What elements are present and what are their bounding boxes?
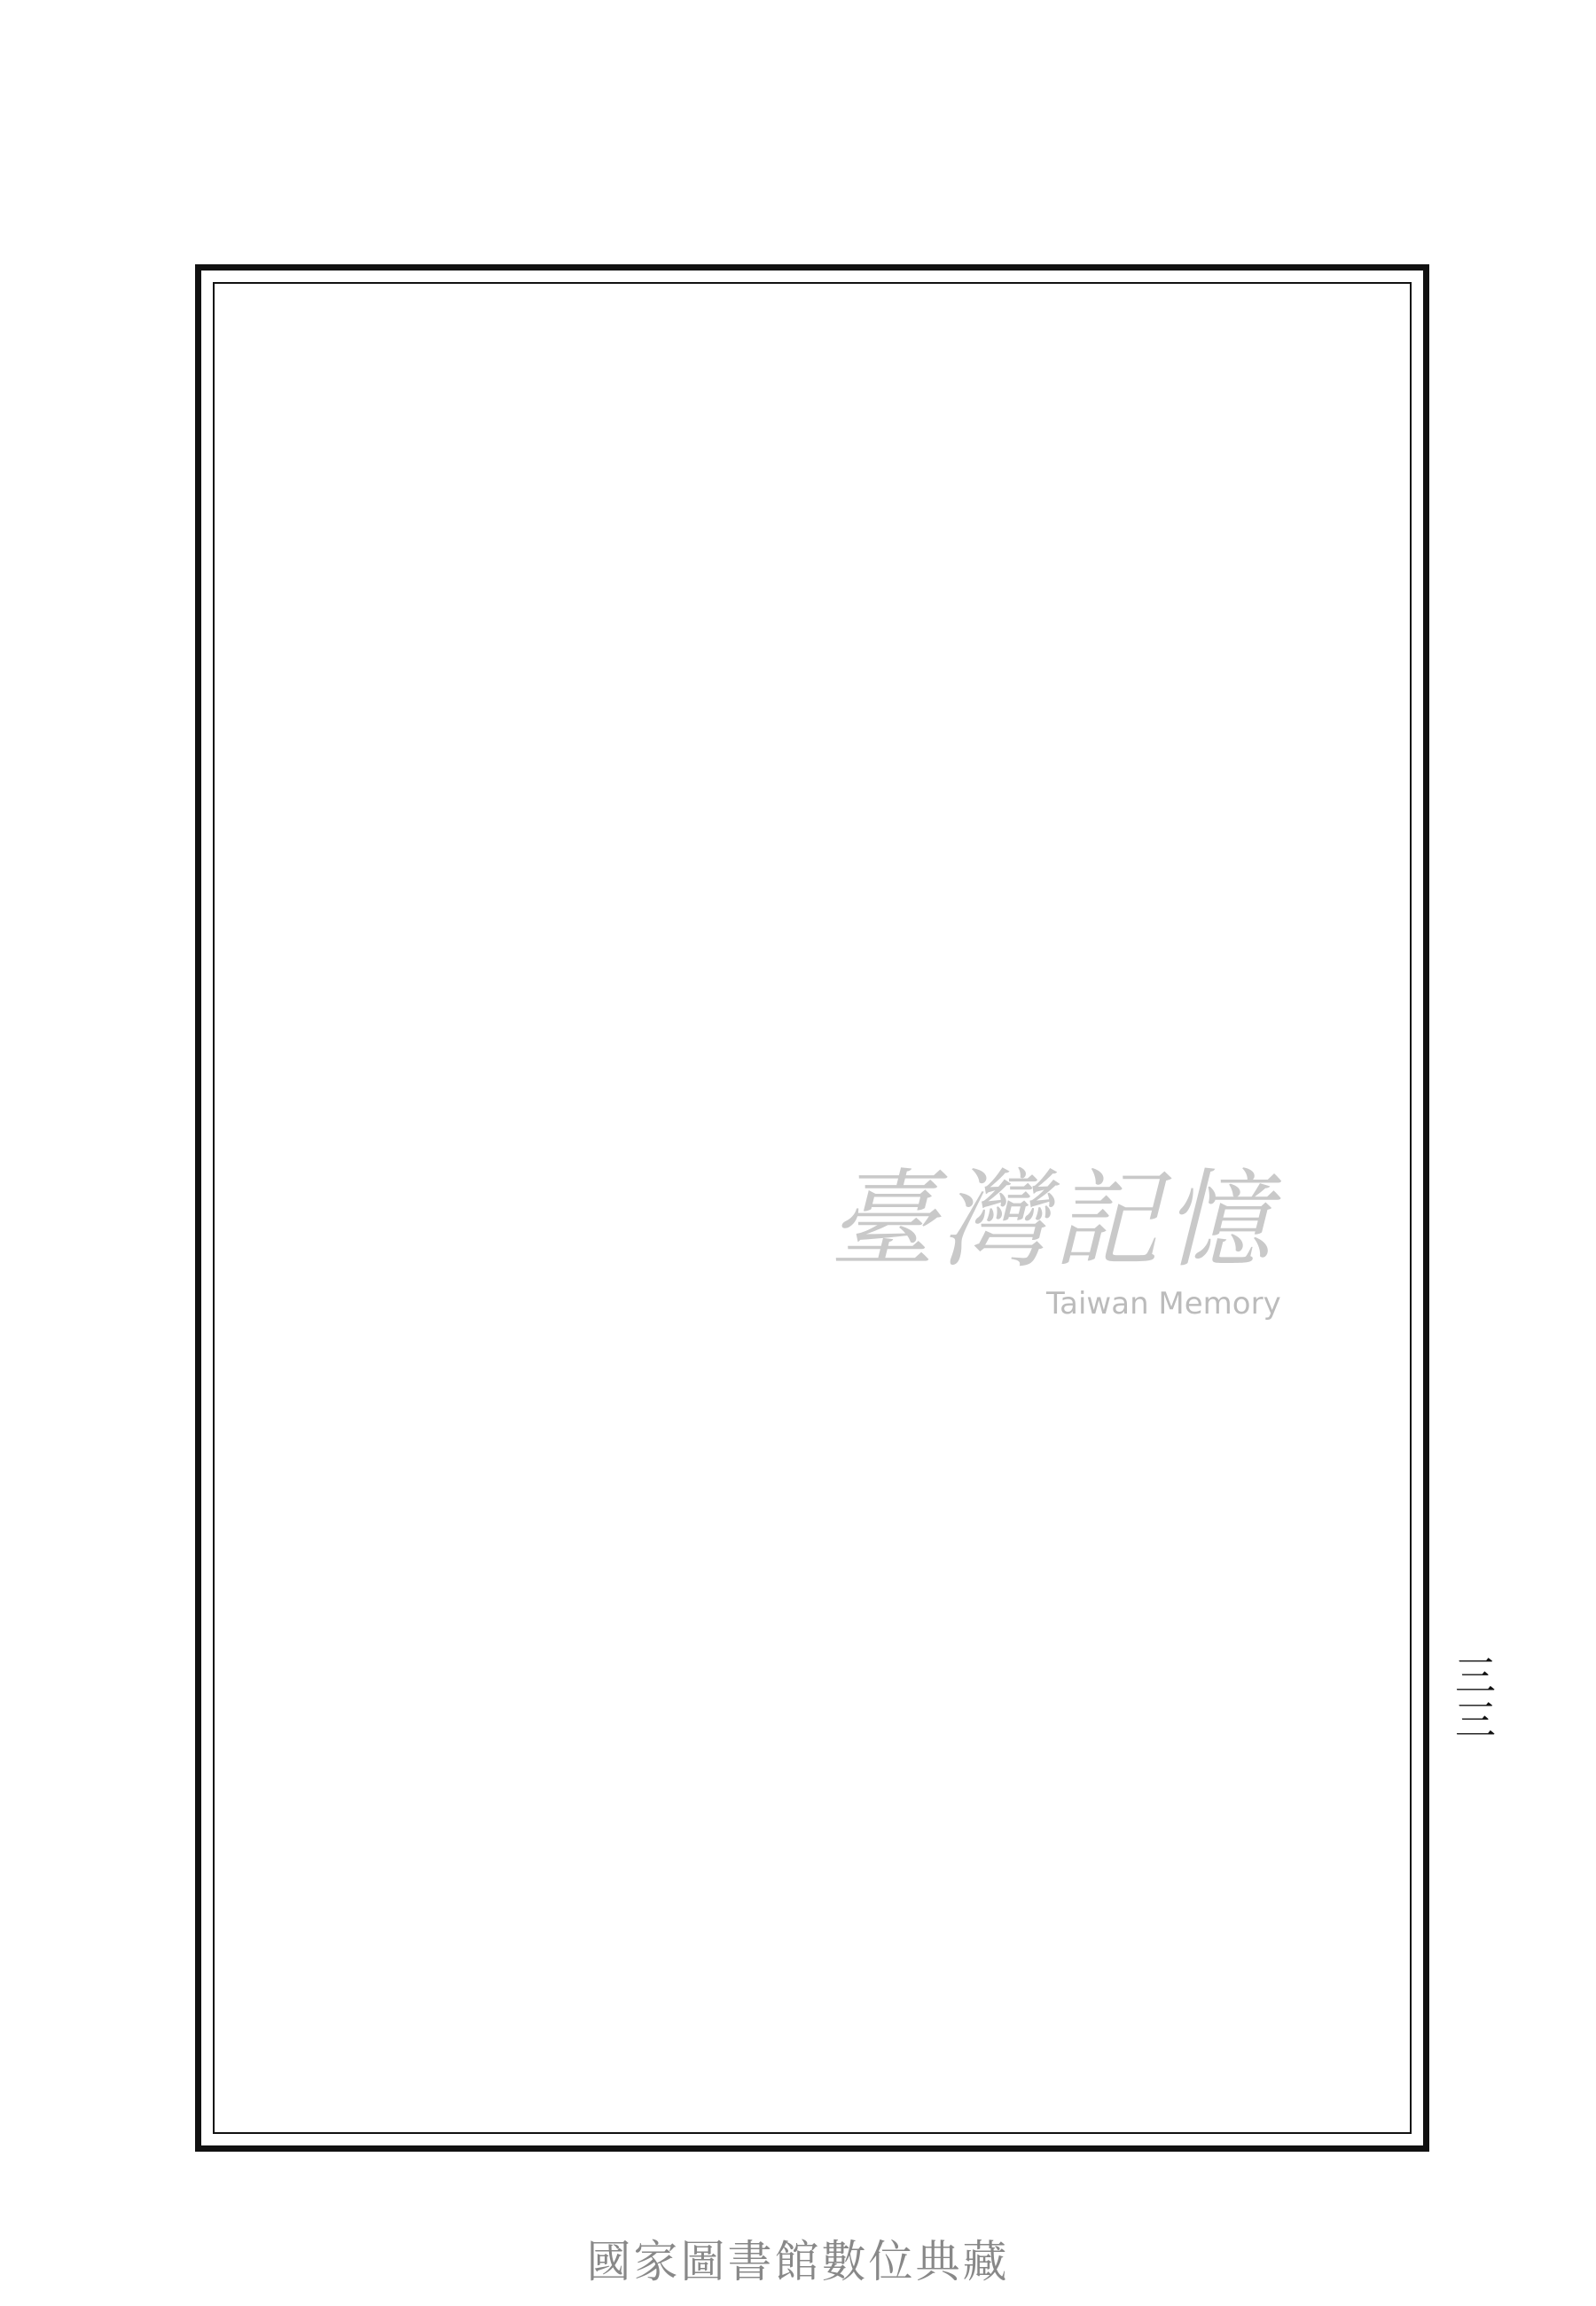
text-column: [577, 306, 630, 2115]
text-column: [694, 306, 747, 2115]
section-heading: [753, 306, 806, 2115]
text-column: [402, 306, 455, 2115]
text-column: [226, 306, 279, 2115]
footer-caption: 國家圖書館數位典藏: [586, 2236, 1010, 2287]
page-number: 三三: [1449, 1654, 1497, 1743]
watermark-subtitle: Taiwan Memory: [1046, 1286, 1281, 1322]
text-column: [285, 306, 338, 2115]
text-column: [343, 306, 396, 2115]
text-column: [519, 306, 572, 2115]
watermark-logo: 臺灣記憶: [829, 1159, 1276, 1282]
text-column: [1339, 306, 1392, 2115]
text-column: [1280, 306, 1334, 2115]
text-column: [460, 306, 513, 2115]
text-column: [636, 306, 689, 2115]
